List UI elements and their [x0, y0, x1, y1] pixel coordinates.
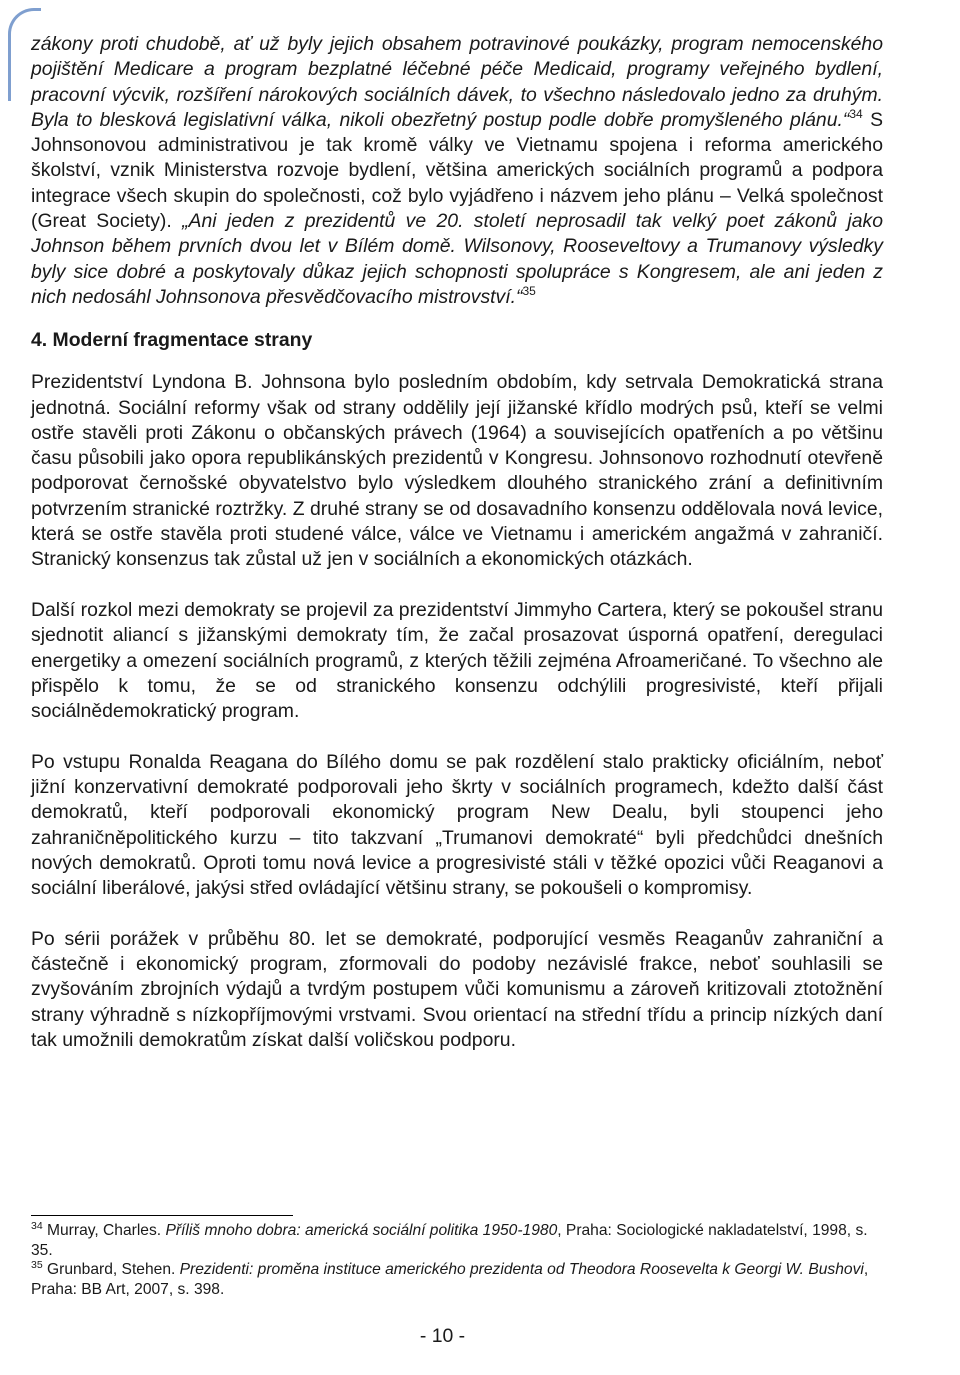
footnote-number: 35 — [31, 1259, 43, 1271]
paragraph: Po sérii porážek v průběhu 80. let se demokraté, podporující vesměs Reaganův zahraniční a částečně i ekonomický program, zformovali do podoby nezávislé frakce, neboť souhlasili se zvyšováním zbrojních výdajů a tvrdým postupem vůči komunismu a zároveň kritizovali ztotožnění strany výhradně s nízkopříjmovými vrstvami. Svou orientací na střední třídu a princip nízkých daní tak umožnili demokratům získat další voličskou podporu. — [31, 927, 883, 1051]
footnote-title: Prezidenti: proměna instituce amerického prezidenta od Theodora Roosevelta k Georgi W. Bushovi — [179, 1261, 864, 1278]
page-number: - 10 - — [419, 1325, 466, 1347]
footnote — [31, 1221, 883, 1260]
footnote-ref[interactable]: 35 — [522, 283, 536, 298]
footnote-separator — [31, 1215, 293, 1216]
quote-text: „Ani jeden z prezidentů ve 20. století neprosadil tak velký poet zákonů jako Johnson během prvních dvou let v Bílém domě. Wilsonovy, Rooseveltovy a Trumanovy výsledky byly sice dobré a poskytovaly důkaz jejich schopnosti spolupráce s Kongresem, ale ani jeden z nich nedosáhl Johnsonova přesvědčovacího mistrovství.“ — [31, 210, 883, 308]
document-body — [31, 32, 883, 1053]
footnote-number: 34 — [31, 1220, 43, 1232]
paragraph: Prezidentství Lyndona B. Johnsona bylo posledním obdobím, kdy setrvala Demokratická strana jednotná. Sociální reformy však od strany oddělily její jižanské křídlo modrých psů, kteří se velmi ostře stavěli proti Zákonu o občanských právech (1964) a souvisejících opatřeních a po většinu času působili jako opora republikánských prezidentů v Kongresu. Johnsonovo rozhodnutí otevřeně podporovat černošské obyvatelstvo bylo výsledkem dlouhého stranického zrání a definitivním potvrzením stranické roztržky. Z druhé strany se od dosavadního konsenzu oddělovala nová levice, která se ostře stavěla proti studené válce, válce ve Vietnamu i americkém angažmá v zahraničí. Stranický konsenzus tak zůstal už jen v sociálních a ekonomických otázkách. — [31, 371, 883, 571]
section-heading: 4. Moderní fragmentace strany — [31, 329, 313, 352]
footnote-ref[interactable]: 34 — [849, 106, 863, 121]
footnote-publisher: , Praha: BB Art, 2007, s. 398. — [31, 1261, 869, 1298]
paragraph: Po vstupu Ronalda Reagana do Bílého domu se pak rozdělení stalo prakticky oficiálním, neboť jižní konzervativní demokraté podporovali jeho škrty v sociálních programech, kdežto další část demokratů, kteří podporovali ekonomický program New Dealu, byli stoupenci jeho zahraničněpolitického kurzu – tito takzvaní „Trumanovi demokraté“ byli předchůdci dnešních nových demokratů. Oproti tomu nová levice a progresivisté stáli v těžké opozici vůči Reaganovi a sociální liberálové, jakýsi střed ovládající většinu strany, se pokoušeli o kompromisy. — [31, 750, 883, 900]
footnotes — [31, 1221, 883, 1299]
footnote — [31, 1260, 883, 1299]
paragraph: Další rozkol mezi demokraty se projevil za prezidentství Jimmyho Cartera, který se pokoušel stranu sjednotit aliancí s jižanskými demokraty tím, že začal prosazovat úsporná opatření, deregulaci energetiky a omezení sociálních programů, z kterých těžili zejména Afroameričané. To všechno ale přispělo k tomu, že se od stranického konsenzu odchýlili progresivisté, kteří přijali sociálnědemokratický program. — [31, 598, 883, 723]
footnote-title: Příliš mnoho dobra: americká sociální politika 1950-1980 — [165, 1222, 558, 1239]
footnote-publisher: , Praha: Sociologické nakladatelství, 1998, s. 35. — [31, 1222, 868, 1259]
paragraph-text: S Johnsonovou administrativou je tak kromě války ve Vietnamu spojena i reforma amerického školství, vznik Ministerstva rozvoje bydlení, většina amerických sociálních programů a podpora integrace všech skupin do společnosti, což bylo vyjádřeno i názvem jeho plánu – Velká společnost (Great Society). — [31, 108, 884, 233]
paragraph-intro — [31, 32, 883, 310]
footnote-author: Grunbard, Stehen. — [42, 1261, 180, 1278]
footnote-author: Murray, Charles. — [42, 1222, 166, 1239]
quote-text: zákony proti chudobě, ať už byly jejich obsahem potravinové poukázky, program nemocenského pojištění Medicare a program bezplatné léčebné péče Medicaid, programy veřejného bydlení, pracovní výcvik, rozšíření nárokových sociálních dávek, to všechno následovalo jedno za druhým. Byla to blesková legislativní válka, nikoli obezřetný postup podle dobře promyšleného plánu.“ — [31, 33, 883, 131]
